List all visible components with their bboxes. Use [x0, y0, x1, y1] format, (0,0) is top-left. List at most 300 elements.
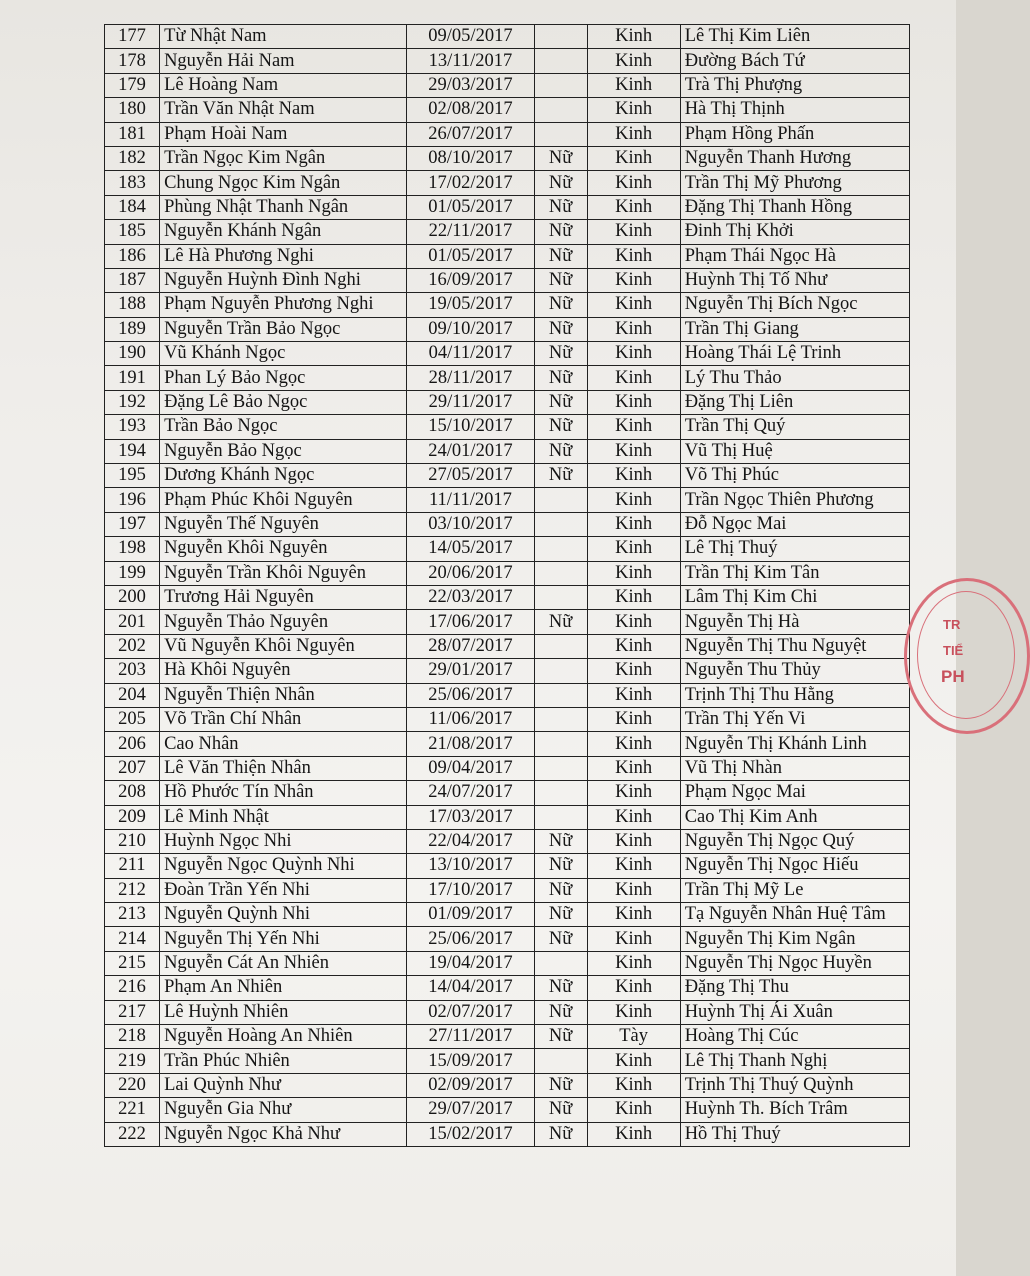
- row-number-cell: 212: [105, 878, 160, 902]
- birth-date-cell: 09/10/2017: [407, 317, 534, 341]
- birth-date-cell: 20/06/2017: [407, 561, 534, 585]
- student-name-cell: Từ Nhật Nam: [160, 25, 407, 49]
- row-number-cell: 208: [105, 781, 160, 805]
- gender-cell: Nữ: [534, 464, 587, 488]
- table-row: [105, 439, 910, 463]
- birth-date-cell: 04/11/2017: [407, 342, 534, 366]
- ethnicity-cell: Kinh: [587, 439, 680, 463]
- parent-name-cell: Nguyễn Thanh Hương: [680, 146, 909, 170]
- row-number-cell: 219: [105, 1049, 160, 1073]
- table-row: [105, 293, 910, 317]
- table-row: [105, 464, 910, 488]
- gender-cell: Nữ: [534, 878, 587, 902]
- birth-date-cell: 02/08/2017: [407, 98, 534, 122]
- gender-cell: [534, 537, 587, 561]
- row-number-cell: 202: [105, 634, 160, 658]
- birth-date-cell: 15/02/2017: [407, 1122, 534, 1146]
- table-row: [105, 829, 910, 853]
- parent-name-cell: Nguyễn Thị Thu Nguyệt: [680, 634, 909, 658]
- student-name-cell: Phạm Phúc Khôi Nguyên: [160, 488, 407, 512]
- table-row: [105, 317, 910, 341]
- row-number-cell: 197: [105, 512, 160, 536]
- student-name-cell: Nguyễn Thảo Nguyên: [160, 610, 407, 634]
- birth-date-cell: 03/10/2017: [407, 512, 534, 536]
- table-row: [105, 634, 910, 658]
- ethnicity-cell: Kinh: [587, 927, 680, 951]
- seal-text-1: TR: [943, 617, 961, 632]
- gender-cell: Nữ: [534, 390, 587, 414]
- gender-cell: [534, 122, 587, 146]
- student-name-cell: Phạm Nguyễn Phương Nghi: [160, 293, 407, 317]
- ethnicity-cell: Kinh: [587, 781, 680, 805]
- ethnicity-cell: Kinh: [587, 634, 680, 658]
- ethnicity-cell: Kinh: [587, 342, 680, 366]
- row-number-cell: 210: [105, 829, 160, 853]
- ethnicity-cell: Kinh: [587, 317, 680, 341]
- ethnicity-cell: Kinh: [587, 976, 680, 1000]
- birth-date-cell: 08/10/2017: [407, 146, 534, 170]
- table-row: [105, 390, 910, 414]
- row-number-cell: 201: [105, 610, 160, 634]
- gender-cell: Nữ: [534, 342, 587, 366]
- student-name-cell: Phan Lý Bảo Ngọc: [160, 366, 407, 390]
- gender-cell: Nữ: [534, 610, 587, 634]
- table-row: [105, 683, 910, 707]
- birth-date-cell: 28/07/2017: [407, 634, 534, 658]
- row-number-cell: 194: [105, 439, 160, 463]
- student-name-cell: Phạm Hoài Nam: [160, 122, 407, 146]
- ethnicity-cell: Kinh: [587, 73, 680, 97]
- row-number-cell: 204: [105, 683, 160, 707]
- parent-name-cell: Nguyễn Thị Bích Ngọc: [680, 293, 909, 317]
- ethnicity-cell: Kinh: [587, 951, 680, 975]
- parent-name-cell: Nguyễn Thị Hà: [680, 610, 909, 634]
- parent-name-cell: Đường Bách Tứ: [680, 49, 909, 73]
- row-number-cell: 213: [105, 903, 160, 927]
- table-row: [105, 756, 910, 780]
- gender-cell: Nữ: [534, 927, 587, 951]
- table-row: [105, 1098, 910, 1122]
- table-row: [105, 903, 910, 927]
- student-name-cell: Võ Trần Chí Nhân: [160, 707, 407, 731]
- student-name-cell: Vũ Khánh Ngọc: [160, 342, 407, 366]
- birth-date-cell: 11/06/2017: [407, 707, 534, 731]
- parent-name-cell: Lâm Thị Kim Chi: [680, 585, 909, 609]
- row-number-cell: 195: [105, 464, 160, 488]
- student-name-cell: Trần Bảo Ngọc: [160, 415, 407, 439]
- table-row: [105, 878, 910, 902]
- birth-date-cell: 01/09/2017: [407, 903, 534, 927]
- birth-date-cell: 22/04/2017: [407, 829, 534, 853]
- birth-date-cell: 02/07/2017: [407, 1000, 534, 1024]
- table-row: [105, 976, 910, 1000]
- student-name-cell: Nguyễn Khôi Nguyên: [160, 537, 407, 561]
- student-name-cell: Hà Khôi Nguyên: [160, 659, 407, 683]
- birth-date-cell: 11/11/2017: [407, 488, 534, 512]
- gender-cell: [534, 951, 587, 975]
- student-name-cell: Dương Khánh Ngọc: [160, 464, 407, 488]
- student-name-cell: Nguyễn Gia Như: [160, 1098, 407, 1122]
- gender-cell: [534, 488, 587, 512]
- student-name-cell: Phùng Nhật Thanh Ngân: [160, 195, 407, 219]
- gender-cell: Nữ: [534, 146, 587, 170]
- parent-name-cell: Trịnh Thị Thu Hằng: [680, 683, 909, 707]
- gender-cell: Nữ: [534, 317, 587, 341]
- ethnicity-cell: Kinh: [587, 268, 680, 292]
- gender-cell: Nữ: [534, 829, 587, 853]
- ethnicity-cell: Kinh: [587, 366, 680, 390]
- gender-cell: Nữ: [534, 439, 587, 463]
- gender-cell: [534, 585, 587, 609]
- table-row: [105, 268, 910, 292]
- parent-name-cell: Lý Thu Thảo: [680, 366, 909, 390]
- student-name-cell: Trần Văn Nhật Nam: [160, 98, 407, 122]
- gender-cell: Nữ: [534, 1000, 587, 1024]
- parent-name-cell: Lê Thị Thanh Nghị: [680, 1049, 909, 1073]
- ethnicity-cell: Kinh: [587, 146, 680, 170]
- gender-cell: Nữ: [534, 903, 587, 927]
- row-number-cell: 181: [105, 122, 160, 146]
- parent-name-cell: Trần Thị Giang: [680, 317, 909, 341]
- parent-name-cell: Lê Thị Thuý: [680, 537, 909, 561]
- ethnicity-cell: Kinh: [587, 488, 680, 512]
- gender-cell: Nữ: [534, 1073, 587, 1097]
- gender-cell: [534, 756, 587, 780]
- row-number-cell: 192: [105, 390, 160, 414]
- ethnicity-cell: Kinh: [587, 415, 680, 439]
- parent-name-cell: Nguyễn Thị Ngọc Huyền: [680, 951, 909, 975]
- birth-date-cell: 14/04/2017: [407, 976, 534, 1000]
- birth-date-cell: 13/11/2017: [407, 49, 534, 73]
- student-name-cell: Trần Phúc Nhiên: [160, 1049, 407, 1073]
- birth-date-cell: 13/10/2017: [407, 854, 534, 878]
- parent-name-cell: Vũ Thị Huệ: [680, 439, 909, 463]
- gender-cell: Nữ: [534, 171, 587, 195]
- gender-cell: Nữ: [534, 976, 587, 1000]
- gender-cell: Nữ: [534, 366, 587, 390]
- birth-date-cell: 29/01/2017: [407, 659, 534, 683]
- row-number-cell: 214: [105, 927, 160, 951]
- student-name-cell: Nguyễn Hoàng An Nhiên: [160, 1025, 407, 1049]
- ethnicity-cell: Kinh: [587, 1000, 680, 1024]
- gender-cell: Nữ: [534, 293, 587, 317]
- row-number-cell: 188: [105, 293, 160, 317]
- ethnicity-cell: Kinh: [587, 195, 680, 219]
- student-name-cell: Nguyễn Ngọc Khả Như: [160, 1122, 407, 1146]
- parent-name-cell: Hồ Thị Thuý: [680, 1122, 909, 1146]
- ethnicity-cell: Kinh: [587, 854, 680, 878]
- ethnicity-cell: Kinh: [587, 293, 680, 317]
- parent-name-cell: Phạm Hồng Phấn: [680, 122, 909, 146]
- row-number-cell: 218: [105, 1025, 160, 1049]
- table-row: [105, 512, 910, 536]
- row-number-cell: 215: [105, 951, 160, 975]
- student-name-cell: Vũ Nguyễn Khôi Nguyên: [160, 634, 407, 658]
- row-number-cell: 187: [105, 268, 160, 292]
- gender-cell: Nữ: [534, 854, 587, 878]
- parent-name-cell: Nguyễn Thị Khánh Linh: [680, 732, 909, 756]
- row-number-cell: 182: [105, 146, 160, 170]
- gender-cell: Nữ: [534, 220, 587, 244]
- parent-name-cell: Huỳnh Thị Ái Xuân: [680, 1000, 909, 1024]
- gender-cell: Nữ: [534, 1098, 587, 1122]
- student-name-cell: Trương Hải Nguyên: [160, 585, 407, 609]
- birth-date-cell: 01/05/2017: [407, 244, 534, 268]
- table-row: [105, 951, 910, 975]
- ethnicity-cell: Tày: [587, 1025, 680, 1049]
- row-number-cell: 185: [105, 220, 160, 244]
- gender-cell: Nữ: [534, 1025, 587, 1049]
- student-name-cell: Đoàn Trần Yến Nhi: [160, 878, 407, 902]
- ethnicity-cell: Kinh: [587, 220, 680, 244]
- row-number-cell: 220: [105, 1073, 160, 1097]
- student-name-cell: Nguyễn Cát An Nhiên: [160, 951, 407, 975]
- parent-name-cell: Trần Thị Quý: [680, 415, 909, 439]
- student-name-cell: Hồ Phước Tín Nhân: [160, 781, 407, 805]
- official-seal: [904, 578, 1030, 734]
- birth-date-cell: 22/11/2017: [407, 220, 534, 244]
- gender-cell: [534, 561, 587, 585]
- ethnicity-cell: Kinh: [587, 805, 680, 829]
- student-name-cell: Phạm An Nhiên: [160, 976, 407, 1000]
- student-name-cell: Nguyễn Trần Khôi Nguyên: [160, 561, 407, 585]
- table-row: [105, 707, 910, 731]
- birth-date-cell: 15/09/2017: [407, 1049, 534, 1073]
- birth-date-cell: 28/11/2017: [407, 366, 534, 390]
- table-row: [105, 1122, 910, 1146]
- student-name-cell: Lê Văn Thiện Nhân: [160, 756, 407, 780]
- parent-name-cell: Trà Thị Phượng: [680, 73, 909, 97]
- table-row: [105, 488, 910, 512]
- seal-inner-ring: [917, 591, 1015, 719]
- gender-cell: [534, 683, 587, 707]
- seal-text-3: PH: [941, 667, 965, 686]
- birth-date-cell: 26/07/2017: [407, 122, 534, 146]
- parent-name-cell: Trần Ngọc Thiên Phương: [680, 488, 909, 512]
- birth-date-cell: 17/03/2017: [407, 805, 534, 829]
- table-row: [105, 732, 910, 756]
- ethnicity-cell: Kinh: [587, 537, 680, 561]
- row-number-cell: 216: [105, 976, 160, 1000]
- birth-date-cell: 27/05/2017: [407, 464, 534, 488]
- row-number-cell: 190: [105, 342, 160, 366]
- birth-date-cell: 25/06/2017: [407, 683, 534, 707]
- birth-date-cell: 19/05/2017: [407, 293, 534, 317]
- parent-name-cell: Vũ Thị Nhàn: [680, 756, 909, 780]
- gender-cell: [534, 49, 587, 73]
- table-row: [105, 537, 910, 561]
- parent-name-cell: Trần Thị Yến Vi: [680, 707, 909, 731]
- row-number-cell: 200: [105, 585, 160, 609]
- parent-name-cell: Đặng Thị Liên: [680, 390, 909, 414]
- table-row: [105, 73, 910, 97]
- gender-cell: Nữ: [534, 268, 587, 292]
- birth-date-cell: 15/10/2017: [407, 415, 534, 439]
- student-name-cell: Nguyễn Khánh Ngân: [160, 220, 407, 244]
- table-row: [105, 122, 910, 146]
- student-name-cell: Nguyễn Trần Bảo Ngọc: [160, 317, 407, 341]
- student-name-cell: Nguyễn Bảo Ngọc: [160, 439, 407, 463]
- gender-cell: [534, 707, 587, 731]
- student-name-cell: Nguyễn Thế Nguyên: [160, 512, 407, 536]
- birth-date-cell: 21/08/2017: [407, 732, 534, 756]
- ethnicity-cell: Kinh: [587, 25, 680, 49]
- table-row: [105, 98, 910, 122]
- table-row: [105, 1000, 910, 1024]
- ethnicity-cell: Kinh: [587, 585, 680, 609]
- parent-name-cell: Phạm Ngọc Mai: [680, 781, 909, 805]
- table-row: [105, 610, 910, 634]
- table-row: [105, 220, 910, 244]
- ethnicity-cell: Kinh: [587, 49, 680, 73]
- student-name-cell: Nguyễn Huỳnh Đình Nghi: [160, 268, 407, 292]
- parent-name-cell: Trần Thị Mỹ Le: [680, 878, 909, 902]
- table-row: [105, 1025, 910, 1049]
- birth-date-cell: 27/11/2017: [407, 1025, 534, 1049]
- table-row: [105, 146, 910, 170]
- table-row: [105, 659, 910, 683]
- student-list-table: [104, 24, 910, 1147]
- birth-date-cell: 17/02/2017: [407, 171, 534, 195]
- row-number-cell: 199: [105, 561, 160, 585]
- student-name-cell: Lê Hoàng Nam: [160, 73, 407, 97]
- row-number-cell: 193: [105, 415, 160, 439]
- parent-name-cell: Võ Thị Phúc: [680, 464, 909, 488]
- row-number-cell: 184: [105, 195, 160, 219]
- parent-name-cell: Phạm Thái Ngọc Hà: [680, 244, 909, 268]
- ethnicity-cell: Kinh: [587, 1098, 680, 1122]
- birth-date-cell: 19/04/2017: [407, 951, 534, 975]
- birth-date-cell: 24/01/2017: [407, 439, 534, 463]
- table-row: [105, 342, 910, 366]
- row-number-cell: 186: [105, 244, 160, 268]
- parent-name-cell: Nguyễn Thị Kim Ngân: [680, 927, 909, 951]
- row-number-cell: 205: [105, 707, 160, 731]
- gender-cell: [534, 805, 587, 829]
- gender-cell: [534, 25, 587, 49]
- table-row: [105, 49, 910, 73]
- ethnicity-cell: Kinh: [587, 707, 680, 731]
- row-number-cell: 180: [105, 98, 160, 122]
- ethnicity-cell: Kinh: [587, 732, 680, 756]
- gender-cell: [534, 73, 587, 97]
- student-name-cell: Nguyễn Quỳnh Nhi: [160, 903, 407, 927]
- parent-name-cell: Nguyễn Thị Ngọc Quý: [680, 829, 909, 853]
- birth-date-cell: 29/07/2017: [407, 1098, 534, 1122]
- parent-name-cell: Hoàng Thị Cúc: [680, 1025, 909, 1049]
- ethnicity-cell: Kinh: [587, 878, 680, 902]
- birth-date-cell: 02/09/2017: [407, 1073, 534, 1097]
- gender-cell: [534, 98, 587, 122]
- ethnicity-cell: Kinh: [587, 98, 680, 122]
- birth-date-cell: 09/05/2017: [407, 25, 534, 49]
- table-row: [105, 1049, 910, 1073]
- ethnicity-cell: Kinh: [587, 1049, 680, 1073]
- birth-date-cell: 24/07/2017: [407, 781, 534, 805]
- seal-text-2: TIỂ: [943, 643, 964, 658]
- row-number-cell: 177: [105, 25, 160, 49]
- table-row: [105, 927, 910, 951]
- parent-name-cell: Trần Thị Kim Tân: [680, 561, 909, 585]
- student-name-cell: Đặng Lê Bảo Ngọc: [160, 390, 407, 414]
- ethnicity-cell: Kinh: [587, 244, 680, 268]
- parent-name-cell: Cao Thị Kim Anh: [680, 805, 909, 829]
- table-row: [105, 415, 910, 439]
- parent-name-cell: Tạ Nguyễn Nhân Huệ Tâm: [680, 903, 909, 927]
- row-number-cell: 198: [105, 537, 160, 561]
- parent-name-cell: Lê Thị Kim Liên: [680, 25, 909, 49]
- ethnicity-cell: Kinh: [587, 1122, 680, 1146]
- ethnicity-cell: Kinh: [587, 561, 680, 585]
- gender-cell: [534, 659, 587, 683]
- row-number-cell: 221: [105, 1098, 160, 1122]
- student-name-cell: Huỳnh Ngọc Nhi: [160, 829, 407, 853]
- student-name-cell: Nguyễn Thị Yến Nhi: [160, 927, 407, 951]
- row-number-cell: 203: [105, 659, 160, 683]
- table-row: [105, 1073, 910, 1097]
- row-number-cell: 207: [105, 756, 160, 780]
- gender-cell: [534, 634, 587, 658]
- parent-name-cell: Trần Thị Mỹ Phương: [680, 171, 909, 195]
- row-number-cell: 179: [105, 73, 160, 97]
- student-name-cell: Nguyễn Thiện Nhân: [160, 683, 407, 707]
- gender-cell: Nữ: [534, 244, 587, 268]
- student-name-cell: Lai Quỳnh Như: [160, 1073, 407, 1097]
- table-row: [105, 171, 910, 195]
- row-number-cell: 189: [105, 317, 160, 341]
- row-number-cell: 217: [105, 1000, 160, 1024]
- ethnicity-cell: Kinh: [587, 390, 680, 414]
- student-name-cell: Nguyễn Hải Nam: [160, 49, 407, 73]
- gender-cell: Nữ: [534, 195, 587, 219]
- birth-date-cell: 22/03/2017: [407, 585, 534, 609]
- ethnicity-cell: Kinh: [587, 171, 680, 195]
- ethnicity-cell: Kinh: [587, 464, 680, 488]
- table-row: [105, 561, 910, 585]
- parent-name-cell: Huỳnh Thị Tố Như: [680, 268, 909, 292]
- row-number-cell: 191: [105, 366, 160, 390]
- gender-cell: [534, 1049, 587, 1073]
- table-row: [105, 366, 910, 390]
- student-name-cell: Lê Minh Nhật: [160, 805, 407, 829]
- ethnicity-cell: Kinh: [587, 1073, 680, 1097]
- parent-name-cell: Hà Thị Thịnh: [680, 98, 909, 122]
- gender-cell: [534, 512, 587, 536]
- ethnicity-cell: Kinh: [587, 610, 680, 634]
- parent-name-cell: Huỳnh Th. Bích Trâm: [680, 1098, 909, 1122]
- student-name-cell: Lê Hà Phương Nghi: [160, 244, 407, 268]
- birth-date-cell: 09/04/2017: [407, 756, 534, 780]
- ethnicity-cell: Kinh: [587, 512, 680, 536]
- table-row: [105, 585, 910, 609]
- ethnicity-cell: Kinh: [587, 683, 680, 707]
- parent-name-cell: Đặng Thị Thanh Hồng: [680, 195, 909, 219]
- student-name-cell: Cao Nhân: [160, 732, 407, 756]
- table-row: [105, 854, 910, 878]
- birth-date-cell: 01/05/2017: [407, 195, 534, 219]
- parent-name-cell: Nguyễn Thu Thủy: [680, 659, 909, 683]
- ethnicity-cell: Kinh: [587, 903, 680, 927]
- row-number-cell: 183: [105, 171, 160, 195]
- birth-date-cell: 29/11/2017: [407, 390, 534, 414]
- student-name-cell: Lê Huỳnh Nhiên: [160, 1000, 407, 1024]
- table-row: [105, 195, 910, 219]
- ethnicity-cell: Kinh: [587, 756, 680, 780]
- table-row: [105, 781, 910, 805]
- ethnicity-cell: Kinh: [587, 122, 680, 146]
- row-number-cell: 206: [105, 732, 160, 756]
- birth-date-cell: 17/10/2017: [407, 878, 534, 902]
